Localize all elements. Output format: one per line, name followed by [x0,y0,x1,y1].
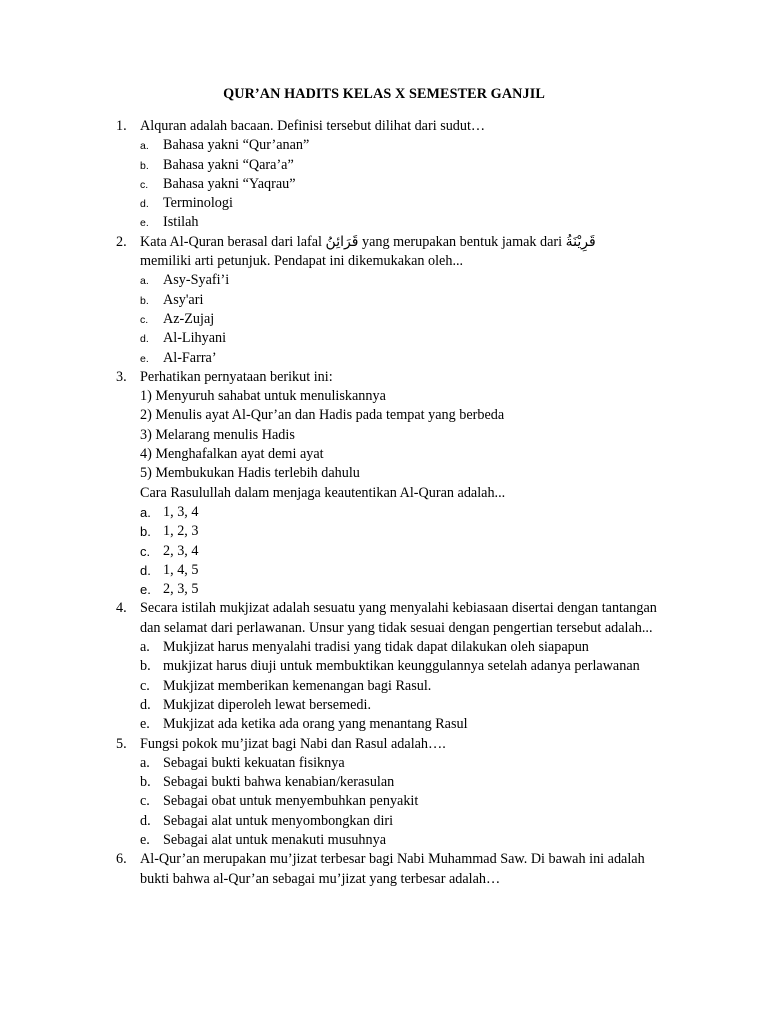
option-text: Az-Zujaj [163,310,215,327]
option-text: Sebagai bukti bahwa kenabian/kerasulan [163,774,395,791]
question-number: 4. [116,600,127,617]
question-text-part: Kata Al-Quran berasal dari lafal [140,233,322,250]
option-d [140,812,658,831]
option-letter: b. [140,658,151,675]
option-a [140,136,658,155]
option-letter: b. [140,159,149,172]
option-letter: a. [140,140,149,153]
option-letter: b. [140,294,149,307]
option-text: Bahasa yakni “Qur’anan” [163,137,310,154]
statement-item: 4) Menghafalkan ayat demi ayat [140,446,324,463]
option-text: 1, 2, 3 [163,523,199,540]
option-d [140,194,658,213]
option-letter: d. [140,696,151,713]
option-text: mukjizat harus diuji untuk membuktikan keunggulannya setelah adanya perlawanan [163,658,640,675]
question-prompt: Cara Rasulullah dalam menjaga keautentikan Al-Quran adalah... [140,484,506,501]
option-letter: b. [140,524,151,540]
question-text: Al-Qur’an merupakan mu’jizat terbesar bagi Nabi Muhammad Saw. Di bawah ini adalah bukti bahwa al-Qur’an sebagai mu’jizat yang terbesar adalah… [140,851,645,887]
option-list [140,754,658,850]
option-e [140,213,658,232]
question-list [0,117,768,889]
option-b [140,773,658,792]
option-text: 2, 3, 4 [163,542,199,559]
option-a [140,754,658,773]
statement-list [140,387,658,483]
question-5 [0,735,768,851]
option-c [140,175,658,194]
option-d [140,329,658,348]
option-letter: e. [140,217,149,230]
option-text: Sebagai alat untuk menakuti musuhnya [163,831,387,848]
question-text: Alquran adalah bacaan. Definisi tersebut dilihat dari sudut… [140,118,486,134]
option-letter: d. [140,812,151,829]
option-text: Terminologi [163,195,233,212]
option-text: Asy-Syafi’i [163,272,230,289]
option-letter: c. [140,178,149,191]
option-e [140,349,658,368]
option-d [140,561,658,580]
option-letter: b. [140,774,151,791]
question-number: 5. [116,735,127,752]
option-letter: c. [140,677,150,694]
option-letter: c. [140,313,149,326]
option-c [140,542,658,561]
option-c [140,792,658,811]
option-text: Bahasa yakni “Yaqrau” [163,175,296,192]
option-text: Sebagai obat untuk menyembuhkan penyakit [163,793,419,810]
question-number: 3. [116,368,127,385]
question-4 [0,599,768,734]
statement-item: 3) Melarang menulis Hadis [140,426,295,443]
question-text: Fungsi pokok mu’jizat bagi Nabi dan Rasul adalah…. [140,735,446,752]
option-letter: d. [140,333,149,346]
option-letter: a. [140,504,151,520]
question-number: 1. [116,118,127,134]
question-text [140,233,658,272]
option-b [140,657,658,676]
statement-item: 2) Menulis ayat Al-Qur’an dan Hadis pada tempat yang berbeda [140,407,505,424]
option-a [140,638,658,657]
option-text: Al-Lihyani [163,330,227,347]
option-letter: e. [140,582,151,598]
option-letter: d. [140,562,151,578]
arabic-word-qarinah: قَرِيْنَةُ [565,233,596,250]
option-text: Sebagai bukti kekuatan fisiknya [163,754,345,771]
question-number: 6. [116,851,127,868]
question-text-part: yang merupakan bentuk jamak dari [361,233,563,250]
question-text: Secara istilah mukjizat adalah sesuatu yang menyalahi kebiasaan disertai dengan tantangan dan selamat dari perlawanan. Unsur yang tidak sesuai dengan pengertian tersebut adalah... [140,600,657,636]
document-title: QUR’AN HADITS KELAS X SEMESTER GANJIL [223,86,545,102]
option-text: Mukjizat memberikan kemenangan bagi Rasul. [163,677,432,694]
question-text-part: memiliki arti petunjuk. Pendapat ini dikemukakan oleh... [140,253,464,270]
option-letter: e. [140,831,150,848]
option-list [140,638,658,734]
option-letter: c. [140,543,151,559]
option-text: 1, 4, 5 [163,561,199,578]
option-a [140,271,658,290]
option-text: 1, 3, 4 [163,503,199,520]
option-list [140,136,658,232]
option-text: Mukjizat ada ketika ada orang yang menantang Rasul [163,716,468,733]
option-letter: d. [140,198,149,211]
question-3 [0,368,768,600]
option-letter: a. [140,275,149,288]
arabic-word-qaraain: قَرَائِنُ [325,233,359,250]
option-e [140,580,658,599]
option-text: Mukjizat diperoleh lewat bersemedi. [163,696,372,713]
option-e [140,831,658,850]
statement-item: 1) Menyuruh sahabat untuk menuliskannya [140,388,386,405]
option-c [140,310,658,329]
option-list [140,271,658,367]
option-list [140,503,658,599]
option-letter: e. [140,352,149,365]
option-b [140,522,658,541]
option-e [140,715,658,734]
option-letter: a. [140,754,150,771]
option-c [140,677,658,696]
option-a [140,503,658,522]
question-text: Perhatikan pernyataan berikut ini: [140,368,333,385]
option-letter: e. [140,716,150,733]
question-6 [0,850,768,889]
option-b [140,156,658,175]
option-b [140,291,658,310]
question-2 [0,233,768,368]
option-text: Mukjizat harus menyalahi tradisi yang tidak dapat dilakukan oleh siapapun [163,639,589,656]
question-1 [0,117,768,233]
statement-item: 5) Membukukan Hadis terlebih dahulu [140,465,360,482]
option-text: Istilah [163,214,199,231]
option-text: Al-Farra’ [163,349,217,366]
option-text: 2, 3, 5 [163,581,199,598]
option-text: Asy'ari [163,291,204,308]
option-text: Bahasa yakni “Qara’a” [163,156,294,173]
option-letter: c. [140,793,150,810]
option-letter: a. [140,639,150,656]
option-text: Sebagai alat untuk menyombongkan diri [163,812,394,829]
option-d [140,696,658,715]
question-number: 2. [116,233,127,250]
